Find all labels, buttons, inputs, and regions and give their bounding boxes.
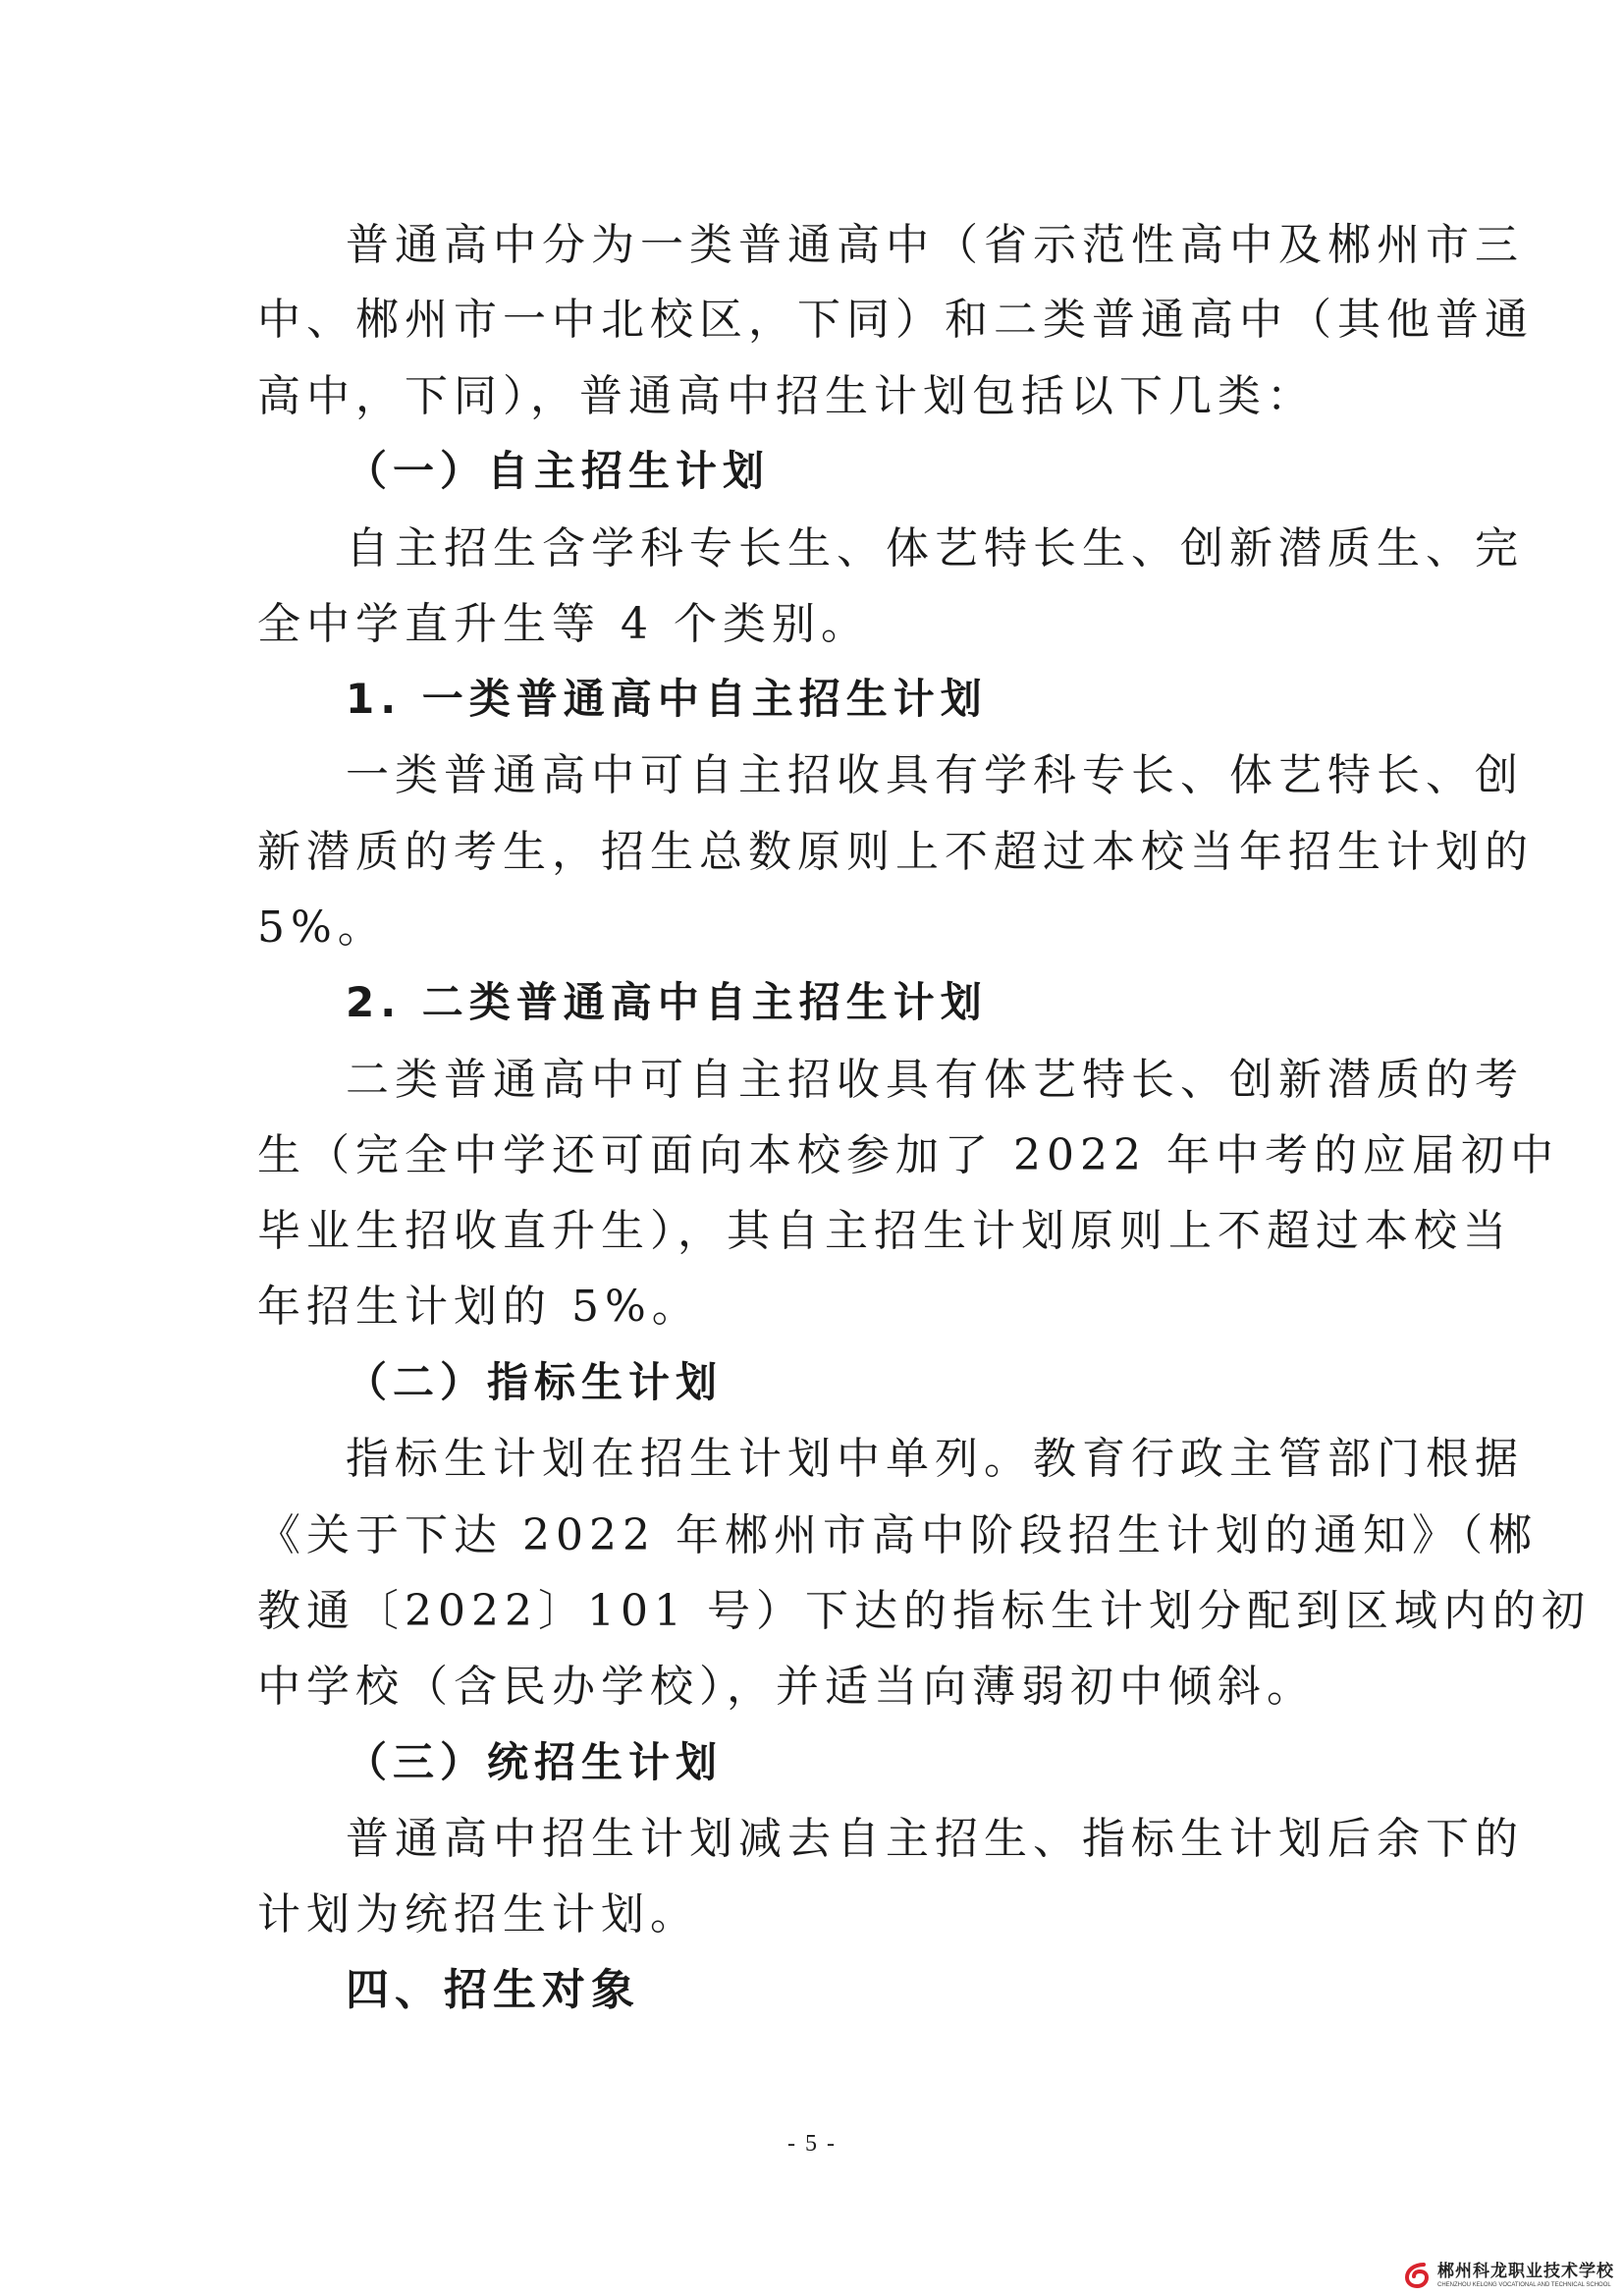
paragraph-line: 生（完全中学还可面向本校参加了 2022 年中考的应届初中 [257, 1130, 1559, 1180]
chapter-heading: 四、招生对象 [346, 1965, 640, 2015]
paragraph-line: 《关于下达 2022 年郴州市高中阶段招生计划的通知》（郴 [257, 1510, 1538, 1560]
school-watermark [1402, 2261, 1614, 2290]
paragraph-line: 高中，下同），普通高中招生计划包括以下几类： [257, 371, 1316, 421]
school-name-en: CHENZHOU KELONG VOCATIONAL AND TECHNICAL SCHOOL [1437, 2281, 1611, 2288]
paragraph-line: 5%。 [257, 902, 387, 953]
page-number: - 5 - [787, 2131, 837, 2157]
paragraph-line: 一类普通高中可自主招收具有学科专长、体艺特长、创 [346, 750, 1524, 800]
section-heading: （一）自主招生计划 [346, 447, 771, 495]
paragraph-line: 新潜质的考生，招生总数原则上不超过本校当年招生计划的 [257, 827, 1534, 877]
paragraph-line: 全中学直升生等 4 个类别。 [257, 599, 870, 649]
section-heading: （三）统招生计划 [346, 1738, 724, 1786]
paragraph-line: 自主招生含学科专长生、体艺特长生、创新潜质生、完 [346, 523, 1524, 574]
subsection-heading: 1. 一类普通高中自主招生计划 [346, 675, 988, 723]
paragraph-line: 中、郴州市一中北校区，下同）和二类普通高中（其他普通 [257, 295, 1534, 345]
paragraph-line: 二类普通高中可自主招收具有体艺特长、创新潜质的考 [346, 1055, 1524, 1105]
school-name-cn: 郴州科龙职业技术学校 [1437, 2261, 1614, 2281]
kelong-logo-icon [1402, 2261, 1432, 2290]
subsection-heading: 2. 二类普通高中自主招生计划 [346, 978, 988, 1026]
paragraph-line: 年招生计划的 5%。 [257, 1282, 701, 1332]
paragraph-line: 计划为统招生计划。 [257, 1889, 699, 1940]
paragraph-line: 指标生计划在招生计划中单列。教育行政主管部门根据 [346, 1434, 1524, 1484]
paragraph-line: 普通高中分为一类普通高中（省示范性高中及郴州市三 [346, 220, 1524, 270]
paragraph-line: 中学校（含民办学校），并适当向薄弱初中倾斜。 [257, 1662, 1316, 1712]
paragraph-line: 教通〔2022〕101 号）下达的指标生计划分配到区域内的初 [257, 1586, 1591, 1636]
section-heading: （二）指标生计划 [346, 1358, 724, 1406]
paragraph-line: 普通高中招生计划减去自主招生、指标生计划后余下的 [346, 1814, 1524, 1864]
paragraph-line: 毕业生招收直升生），其自主招生计划原则上不超过本校当 [257, 1206, 1512, 1256]
